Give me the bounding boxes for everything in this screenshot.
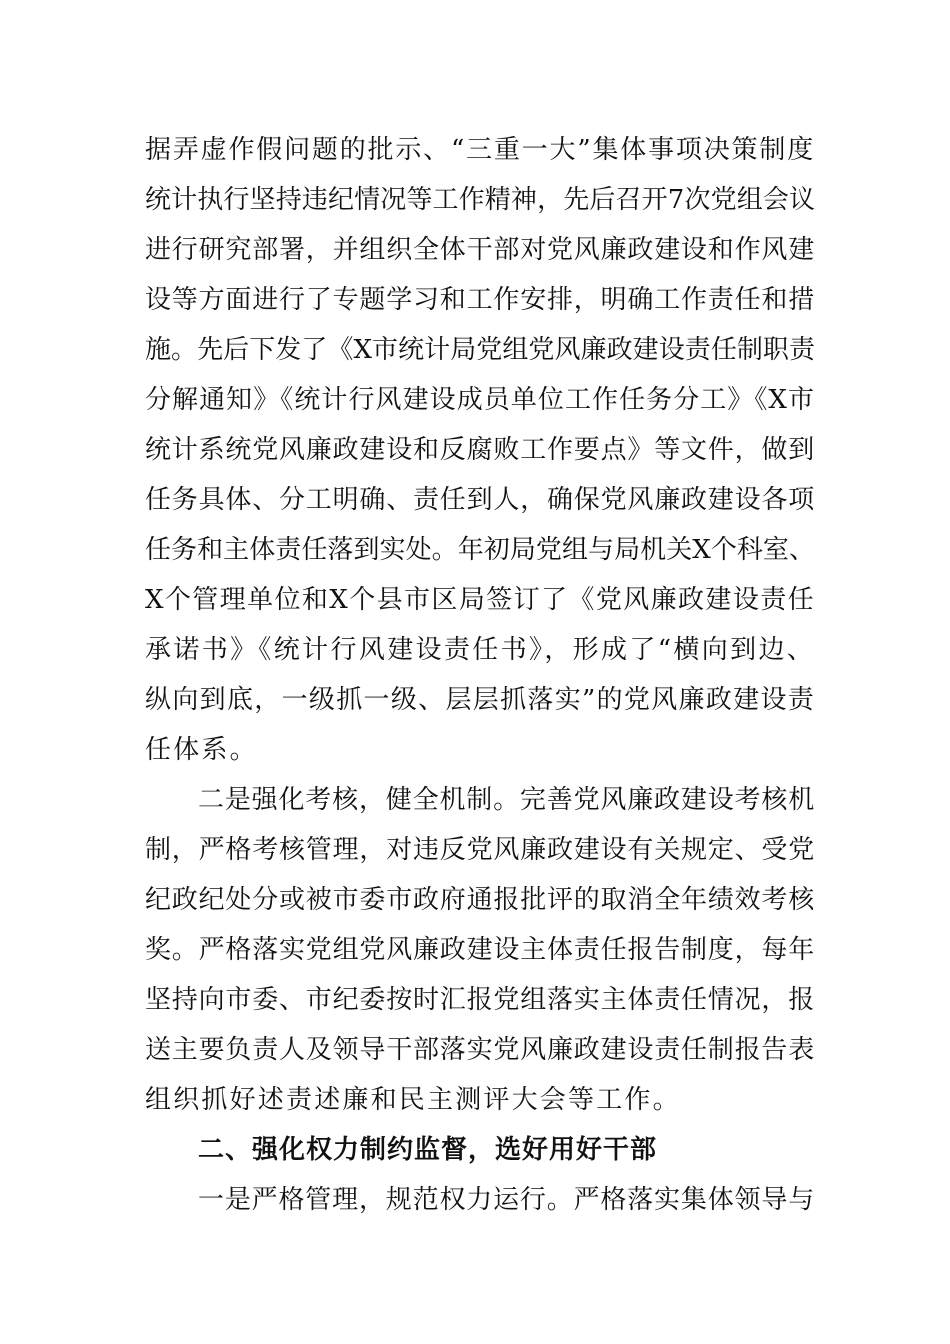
text-line: 统计系统党风廉政建设和反腐败工作要点》等文件，做到	[145, 435, 816, 465]
text-line: 承诺书》《统计行风建设责任书》，形成了“横向到边、	[145, 635, 815, 665]
text-line: 纪政纪处分或被市委市政府通报批评的取消全年绩效考核	[145, 885, 816, 915]
text-line: 进行研究部署，并组织全体干部对党风廉政建设和作风建	[145, 235, 816, 265]
text-line: 统计执行坚持违纪情况等工作精神，先后召开7次党组会议	[145, 185, 815, 215]
text-line: 任务具体、分工明确、责任到人，确保党风廉政建设各项	[145, 485, 816, 515]
text-line: 送主要负责人及领导干部落实党风廉政建设责任制报告表	[145, 1035, 816, 1065]
text-line: 纵向到底，一级抓一级、层层抓落实”的党风廉政建设责	[145, 685, 815, 715]
text-line: 施。先后下发了《X市统计局党组党风廉政建设责任制职责	[145, 335, 815, 365]
text-line: 奖。严格落实党组党风廉政建设主体责任报告制度，每年	[145, 935, 816, 965]
text-line: 制，严格考核管理，对违反党风廉政建设有关规定、受党	[145, 835, 816, 865]
section-heading: 二、强化权力制约监督，选好用好干部	[198, 1135, 658, 1165]
text-line: 任体系。	[145, 735, 258, 765]
text-line: 二是强化考核，健全机制。完善党风廉政建设考核机	[198, 785, 815, 815]
text-line: 一是严格管理，规范权力运行。严格落实集体领导与	[198, 1185, 815, 1215]
text-line: 任务和主体责任落到实处。年初局党组与局机关X个科室、	[145, 535, 815, 565]
text-line: 组织抓好述责述廉和民主测评大会等工作。	[145, 1085, 681, 1115]
text-line: 坚持向市委、市纪委按时汇报党组落实主体责任情况，报	[145, 985, 816, 1015]
text-line: 设等方面进行了专题学习和工作安排，明确工作责任和措	[145, 285, 816, 315]
text-line: 分解通知》《统计行风建设成员单位工作任务分工》《X市	[145, 385, 815, 415]
text-line: 据弄虚作假问题的批示、“三重一大”集体事项决策制度	[145, 135, 815, 165]
text-line: X个管理单位和X个县市区局签订了《党风廉政建设责任	[145, 585, 816, 615]
